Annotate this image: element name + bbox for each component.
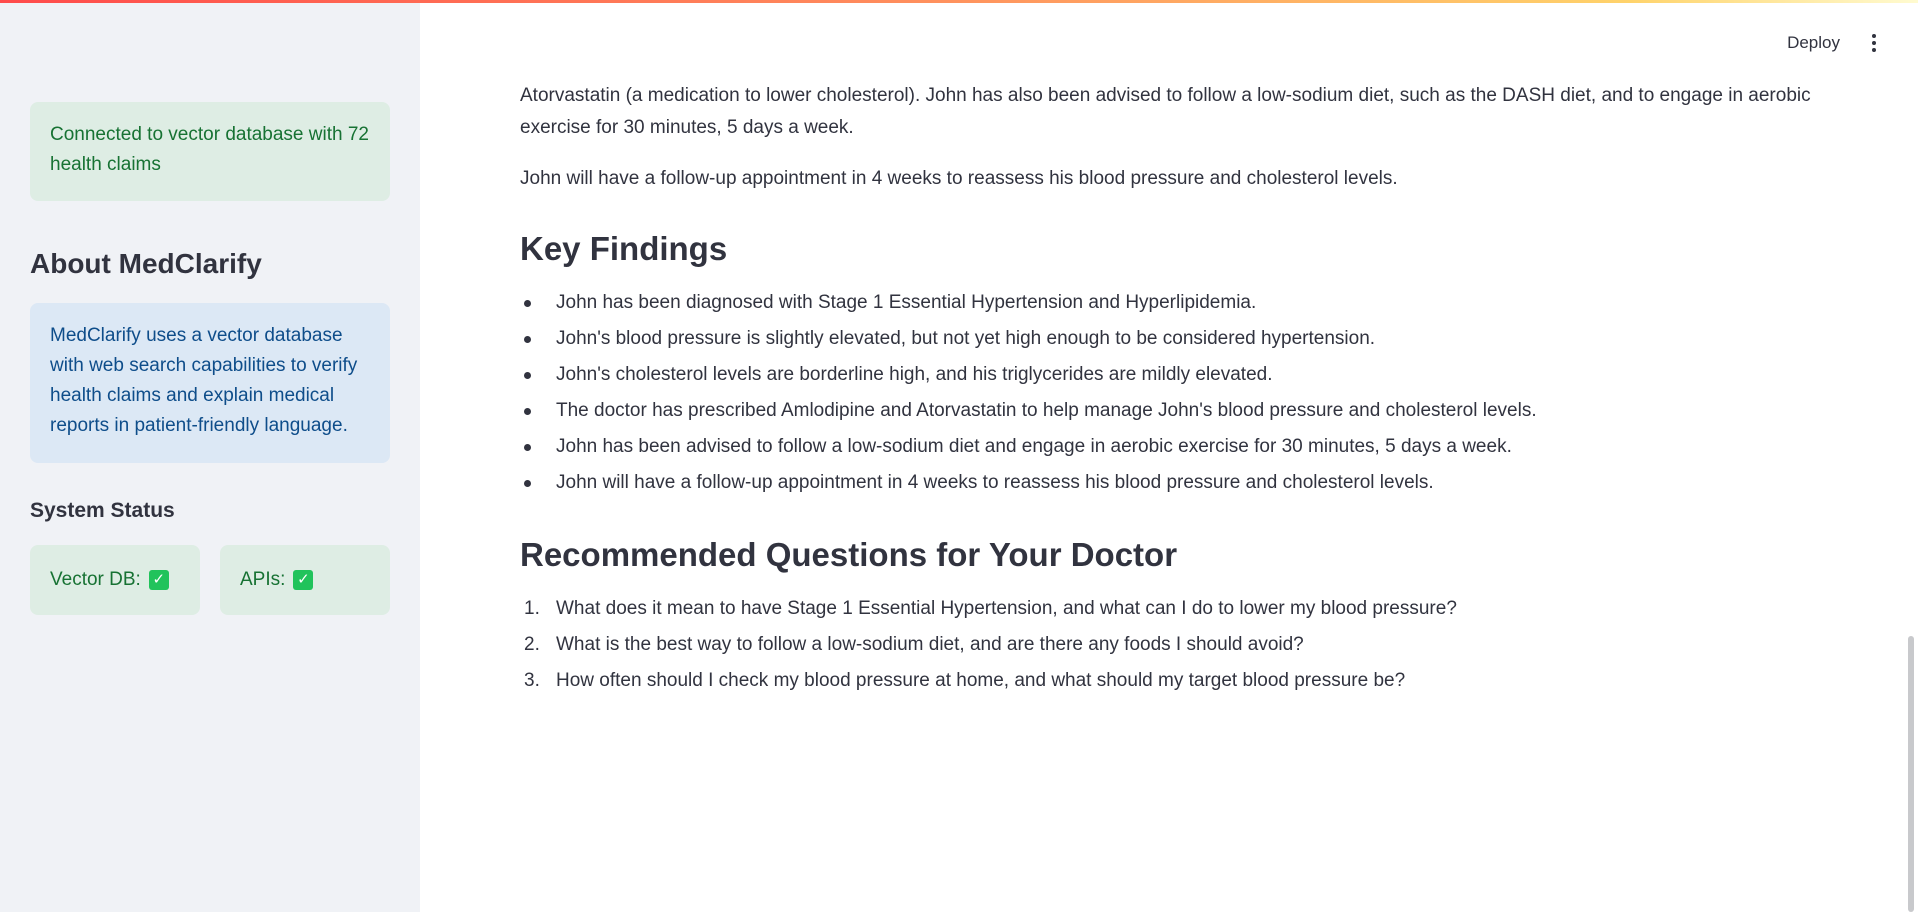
list-number: 2. xyxy=(524,634,540,655)
vector-db-status-label: Vector DB: xyxy=(50,569,141,590)
vector-db-status xyxy=(30,545,200,615)
about-info-box xyxy=(30,303,390,463)
system-status-title: System Status xyxy=(30,499,175,522)
questions-heading: Recommended Questions for Your Doctor xyxy=(520,536,1178,573)
question-text: What is the best way to follow a low-sodium diet, and are there any foods I should avoid? xyxy=(556,634,1304,655)
list-item: The doctor has prescribed Amlodipine and Atorvastatin to help manage John's blood pressure and cholesterol levels. xyxy=(520,393,1820,429)
connection-status-text: Connected to vector database with 72 health claims xyxy=(50,124,369,175)
connection-status-alert xyxy=(30,102,390,201)
decoration-bar xyxy=(0,0,1918,3)
check-mark-icon: ✓ xyxy=(149,570,169,590)
list-item xyxy=(520,663,1820,699)
question-text: What does it mean to have Stage 1 Essential Hypertension, and what can I do to lower my blood pressure? xyxy=(556,598,1457,619)
list-number: 1. xyxy=(524,598,540,619)
sidebar xyxy=(0,0,420,912)
apis-status-label: APIs: xyxy=(240,569,286,590)
key-findings-heading: Key Findings xyxy=(520,230,728,267)
main-content xyxy=(520,80,1820,699)
list-item: John has been advised to follow a low-sodium diet and engage in aerobic exercise for 30 minutes, 5 days a week. xyxy=(520,429,1820,465)
about-text: MedClarify uses a vector database with web search capabilities to verify health claims and explain medical reports in patient-friendly language. xyxy=(50,325,358,436)
list-item xyxy=(520,627,1820,663)
list-item: John has been diagnosed with Stage 1 Essential Hypertension and Hyperlipidemia. xyxy=(520,285,1820,321)
list-item: John will have a follow-up appointment in 4 weeks to reassess his blood pressure and cholesterol levels. xyxy=(520,465,1820,501)
list-number: 3. xyxy=(524,670,540,691)
list-item xyxy=(520,591,1820,627)
deploy-button[interactable]: Deploy xyxy=(1787,33,1840,52)
header-actions xyxy=(1787,32,1882,54)
list-item: John's blood pressure is slightly elevated, but not yet high enough to be considered hypertension. xyxy=(520,321,1820,357)
question-text: How often should I check my blood pressure at home, and what should my target blood pressure be? xyxy=(556,670,1406,691)
report-paragraph: John will have a follow-up appointment in 4 weeks to reassess his blood pressure and cholesterol levels. xyxy=(520,168,1398,189)
vertical-ellipsis-icon[interactable] xyxy=(1866,32,1882,54)
about-title: About MedClarify xyxy=(30,248,262,279)
questions-list xyxy=(520,591,1820,699)
report-paragraph: Atorvastatin (a medication to lower cholesterol). John has also been advised to follow a low-sodium diet, such as the DASH diet, and to engage in aerobic exercise for 30 minutes, 5 days a week. xyxy=(520,85,1811,138)
list-item: John's cholesterol levels are borderline high, and his triglycerides are mildly elevated. xyxy=(520,357,1820,393)
scrollbar[interactable] xyxy=(1908,636,1914,912)
check-mark-icon: ✓ xyxy=(293,570,313,590)
apis-status xyxy=(220,545,390,615)
key-findings-list xyxy=(520,285,1820,501)
